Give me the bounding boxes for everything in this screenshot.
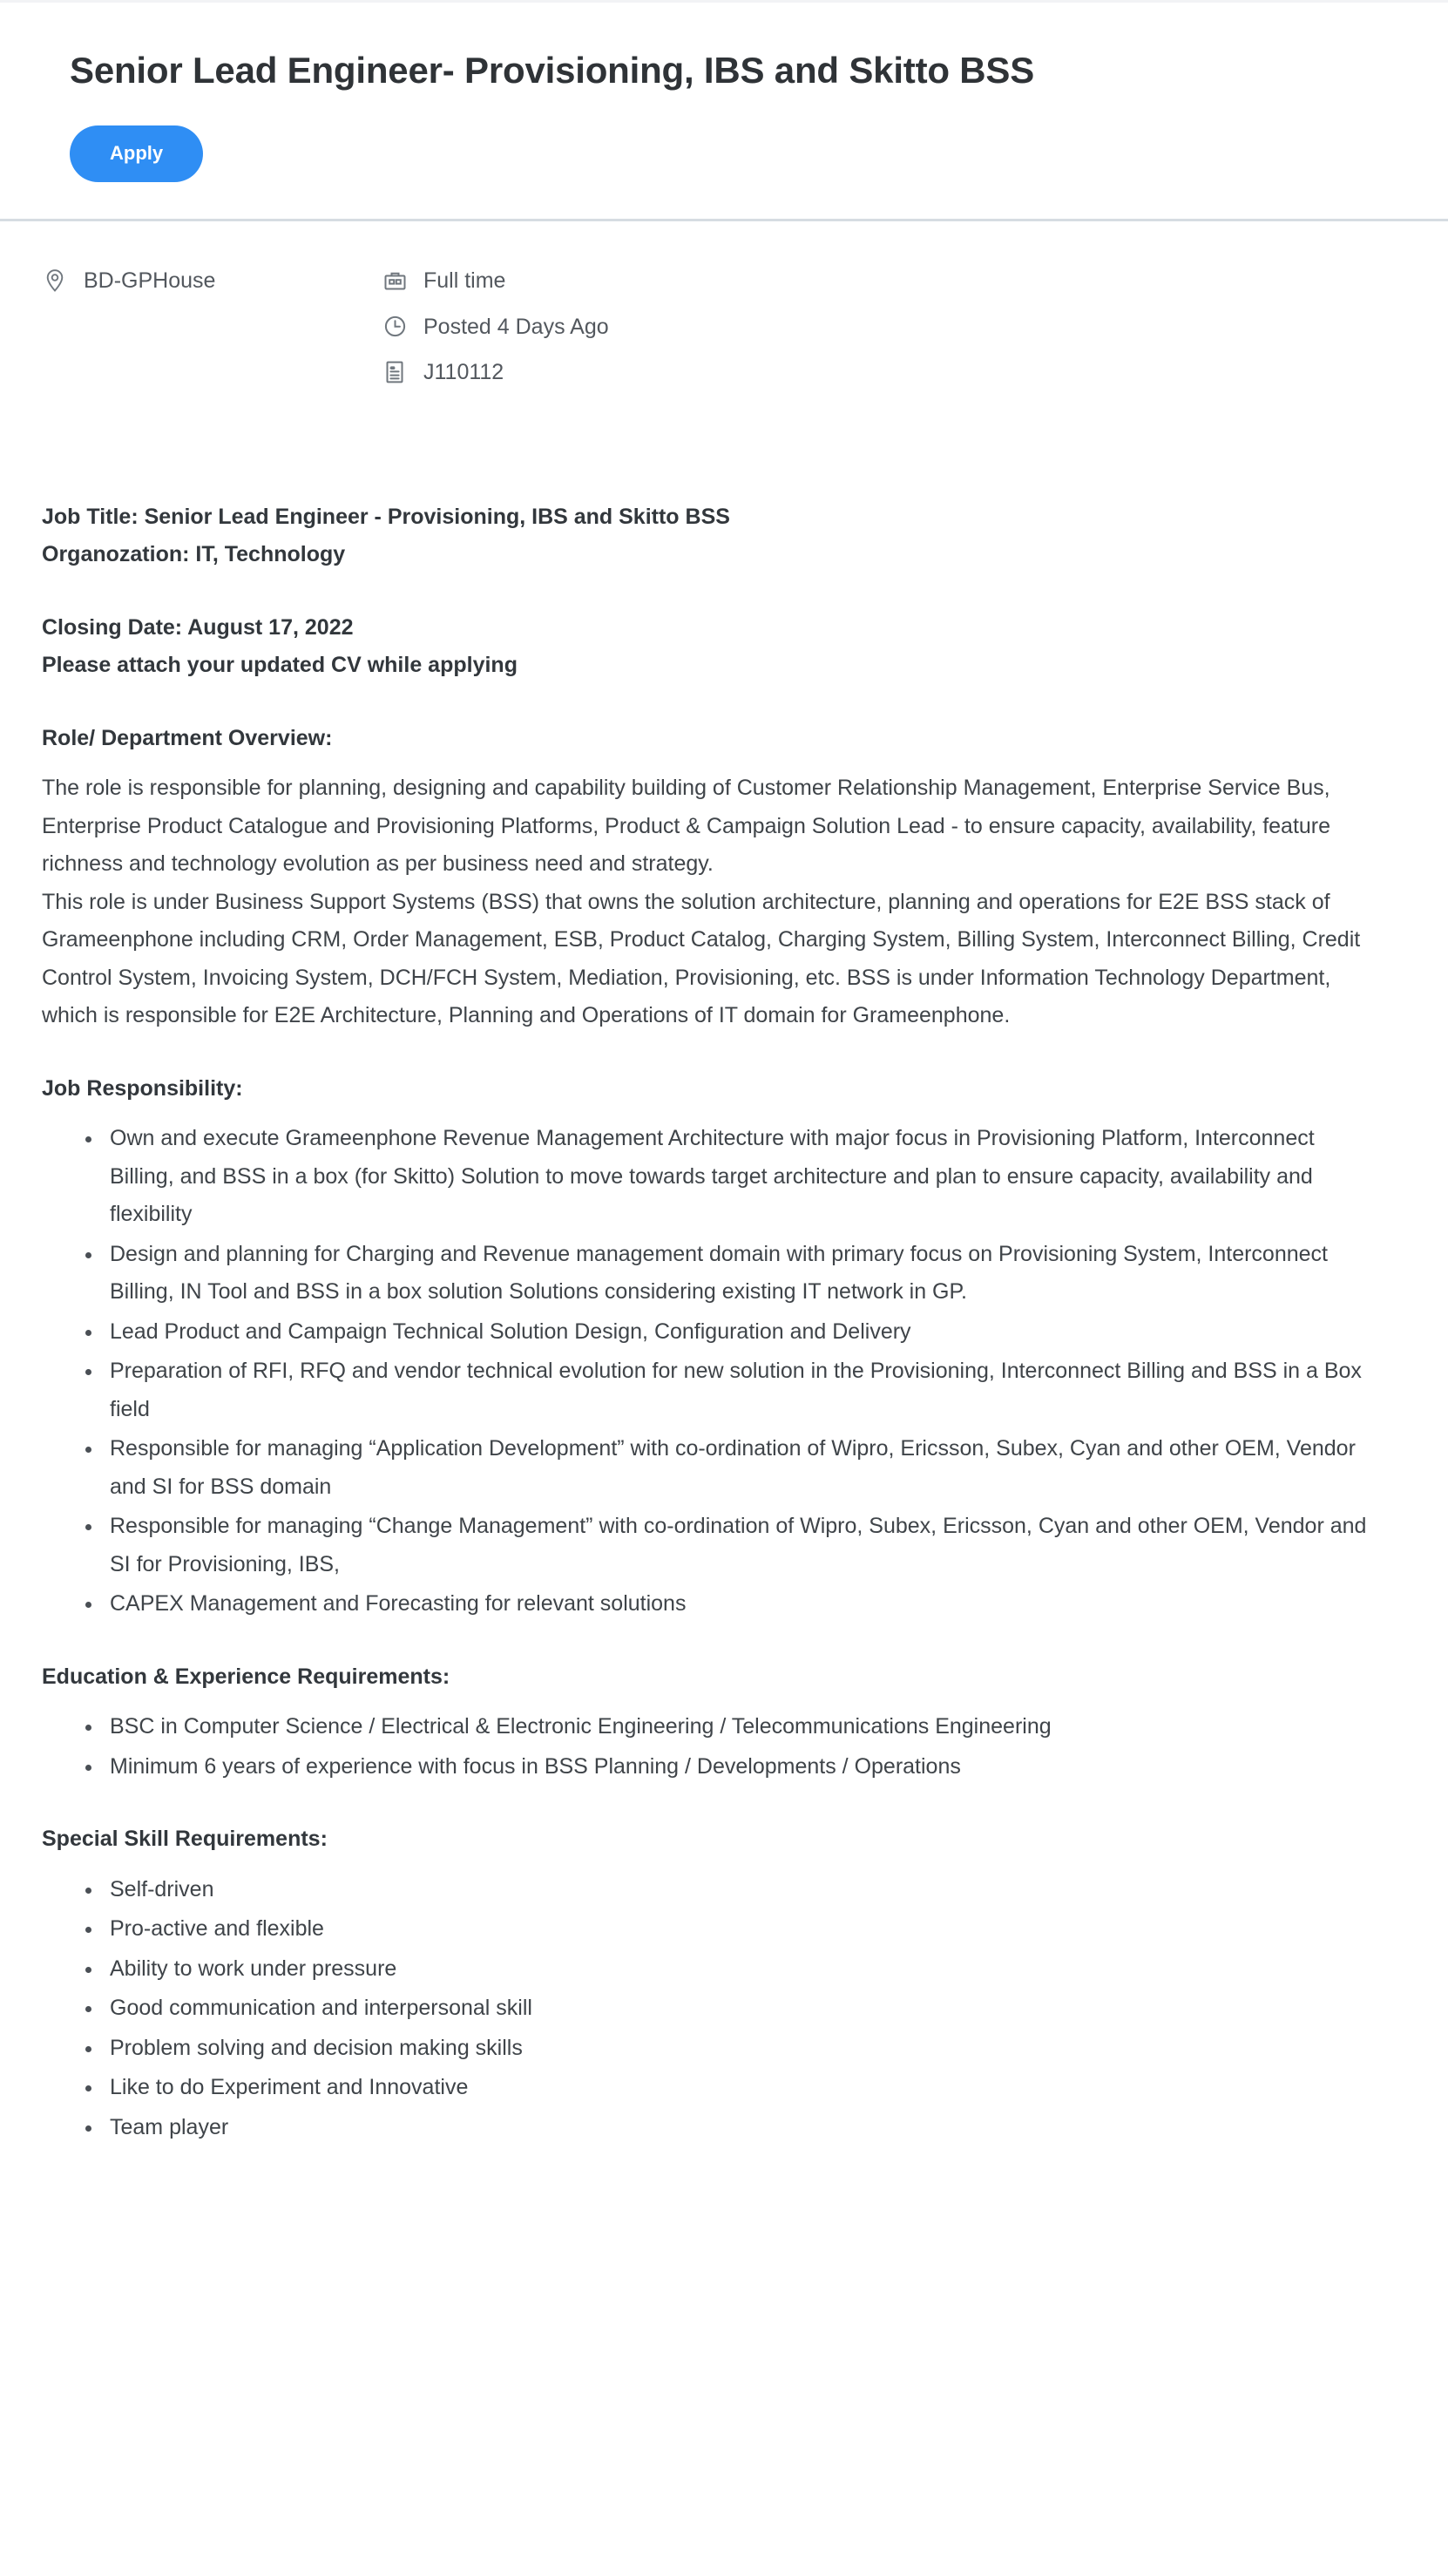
apply-button[interactable]: Apply (70, 125, 203, 182)
list-item: Self-driven (110, 1871, 1378, 1909)
document-icon (382, 359, 408, 385)
meta-requisition-id (382, 358, 1378, 387)
role-overview-heading: Role/ Department Overview: (42, 725, 333, 750)
role-overview-paragraph-1: The role is responsible for planning, designing and capability building of Customer Relationship Management, Enterprise Service Bus, Enterprise Product Catalogue and Provisioning Platforms, Product & Campaign Solution Lead - to ensure capacity, availability, feature richness and technology evolution as per business need and strategy. (42, 776, 1331, 877)
list-item: Preparation of RFI, RFQ and vendor technical evolution for new solution in the Provisioning, Interconnect Billing and BSS in a Box field (110, 1352, 1378, 1428)
job-title-line: Job Title: Senior Lead Engineer - Provisioning, IBS and Skitto BSS (42, 504, 730, 529)
job-meta-location-column (42, 267, 382, 313)
clock-icon (382, 314, 408, 340)
list-item: Ability to work under pressure (110, 1950, 1378, 1989)
briefcase-icon (382, 268, 408, 294)
job-header (0, 3, 1448, 221)
closing-date-line: Closing Date: August 17, 2022 (42, 614, 354, 640)
meta-employment-type-label: Full time (423, 268, 506, 294)
education-requirements-list (42, 1708, 1378, 1786)
list-item: Own and execute Grameenphone Revenue Management Architecture with major focus in Provisioning Platform, Interconnect Billing, and BSS in a box (for Skitto) Solution to move towards target architecture and plan to ensure capacity, availability and flexibility (110, 1120, 1378, 1234)
organization-line: Organozation: IT, Technology (42, 542, 346, 567)
job-responsibility-block (42, 1070, 1378, 1624)
list-item: Pro-active and flexible (110, 1910, 1378, 1949)
page-title: Senior Lead Engineer- Provisioning, IBS and Skitto BSS (70, 50, 1035, 91)
cv-note-line: Please attach your updated CV while applying (42, 653, 518, 678)
closing-date-block (42, 609, 1378, 685)
job-responsibility-heading: Job Responsibility: (42, 1075, 243, 1101)
list-item: Lead Product and Campaign Technical Solution Design, Configuration and Delivery (110, 1313, 1378, 1352)
job-responsibility-list (42, 1120, 1378, 1624)
location-pin-icon (42, 268, 68, 294)
meta-location-label: BD-GPHouse (84, 268, 216, 294)
meta-employment-type (382, 267, 1378, 295)
job-title-block (42, 498, 1378, 574)
meta-posted-date (382, 313, 1378, 342)
meta-requisition-id-label: J110112 (423, 360, 504, 385)
role-overview-paragraph-2: This role is under Business Support Systems (BSS) that owns the solution architecture, planning and operations for E2E BSS stack of Grameenphone including CRM, Order Management, ESB, Product Catalog, Charging System, Billing System, Interconnect Billing, Credit Control System, Invoicing System, DCH/FCH System, Mediation, Provisioning, etc. BSS is under Information Technology Department, which is responsible for E2E Architecture, Planning and Operations of IT domain for Grameenphone. (42, 889, 1361, 1028)
list-item: Problem solving and decision making skills (110, 2030, 1378, 2068)
list-item: CAPEX Management and Forecasting for relevant solutions (110, 1585, 1378, 1624)
special-skill-requirements-list (42, 1871, 1378, 2147)
list-item: Team player (110, 2109, 1378, 2147)
list-item: Like to do Experiment and Innovative (110, 2069, 1378, 2107)
role-overview-block (42, 720, 1378, 1035)
education-requirements-heading: Education & Experience Requirements: (42, 1664, 450, 1689)
job-meta-details-column (382, 267, 1378, 404)
education-requirements-block (42, 1658, 1378, 1786)
list-item: Design and planning for Charging and Revenue management domain with primary focus on Provisioning System, Interconnect Billing, IN Tool and BSS in a box solution Solutions considering existing IT network in GP. (110, 1236, 1378, 1312)
job-description-body (0, 404, 1448, 2201)
job-meta-row (0, 221, 1448, 404)
list-item: Minimum 6 years of experience with focus in BSS Planning / Developments / Operations (110, 1748, 1378, 1786)
list-item: Responsible for managing “Application Development” with co-ordination of Wipro, Ericsson, Subex, Cyan and other OEM, Vendor and SI for BSS domain (110, 1430, 1378, 1506)
list-item: Responsible for managing “Change Management” with co-ordination of Wipro, Subex, Ericsson, Cyan and other OEM, Vendor and SI for Provisioning, IBS, (110, 1508, 1378, 1583)
meta-posted-date-label: Posted 4 Days Ago (423, 314, 609, 339)
list-item: BSC in Computer Science / Electrical & Electronic Engineering / Telecommunications Engineering (110, 1708, 1378, 1746)
special-skill-requirements-block (42, 1820, 1378, 2146)
list-item: Good communication and interpersonal skill (110, 1990, 1378, 2028)
meta-location (42, 267, 382, 295)
special-skill-requirements-heading: Special Skill Requirements: (42, 1827, 328, 1852)
